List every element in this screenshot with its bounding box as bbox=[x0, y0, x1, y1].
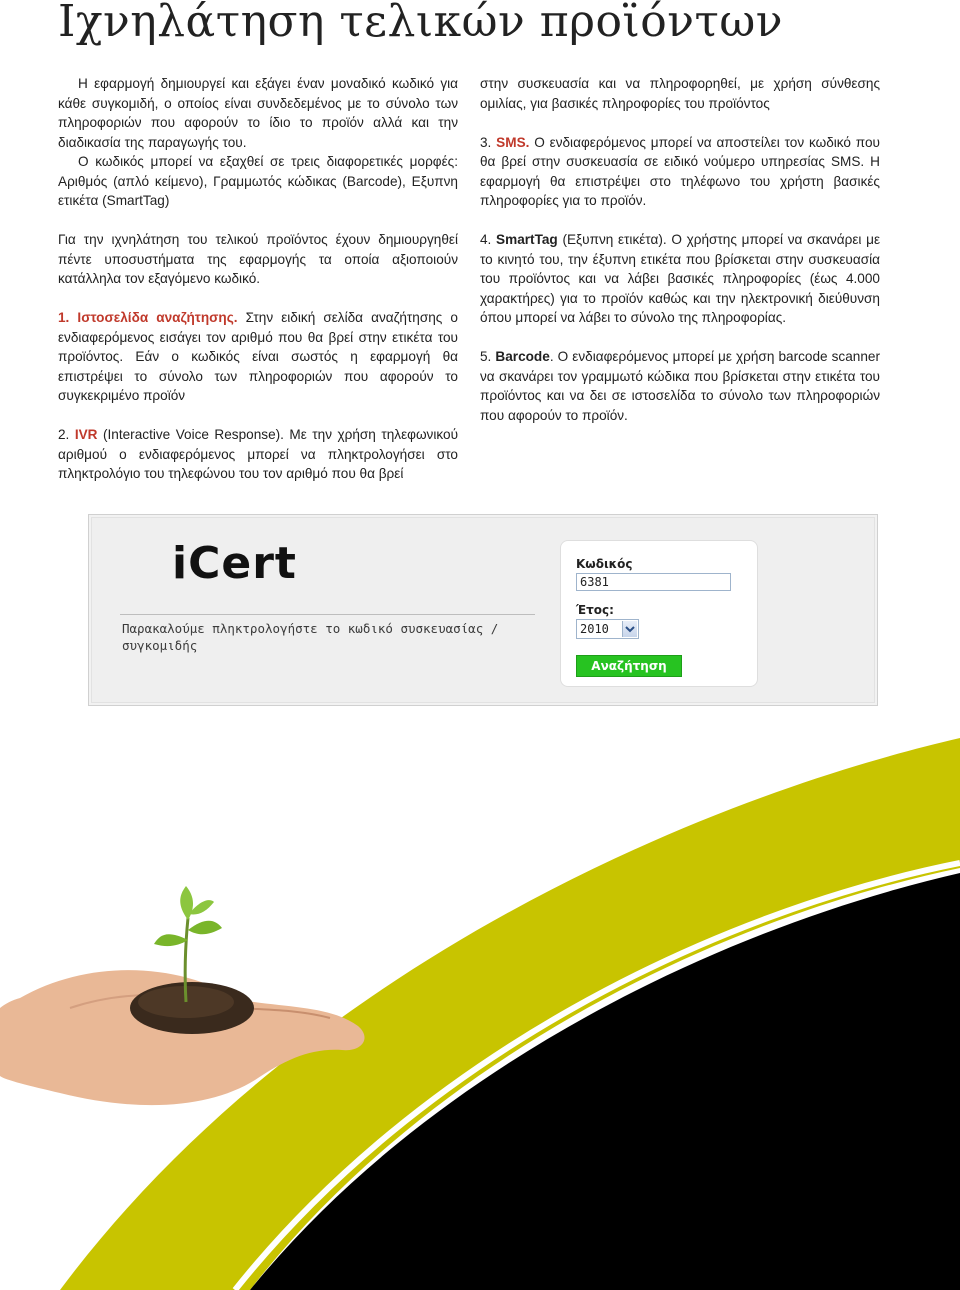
item-5-title: Barcode bbox=[495, 349, 550, 364]
year-label: Έτος: bbox=[576, 603, 614, 617]
formats-paragraph: Ο κωδικός μπορεί να εξαχθεί σε τρεις διαφορετικές μορφές: Αριθμός (απλό κείμενο), Γραμμωτός κώδικας (Barcode), Εξυπνη ετικέτα (SmartTag) bbox=[58, 154, 458, 208]
item-3-num: 3. bbox=[480, 134, 497, 150]
year-select-value: 2010 bbox=[580, 622, 609, 636]
item-4-num: 4. bbox=[480, 232, 497, 247]
item-4-text: (Εξυπνη ετικέτα). Ο χρήστης μπορεί να σκανάρει με το κινητό του, την έξυπνη ετικέτα που βρίσκεται στην συσκευασία του προϊόντος και να λάβει βασικές πληροφορίες (έως 4.000 χαρακτήρες) για το προϊόν καθώς και την ηλεκτρονική διεύθυνση όπου μπορεί να λάβει το σύνολο της πληροφορίας. bbox=[480, 232, 880, 325]
item-1-text: Στην ειδική σελίδα αναζήτησης ο ενδιαφερόμενος εισάγει τον αριθμό που θα βρεί στην ετικέτα του προϊόντος. Εάν ο κωδικός είναι σωστός η εφαρμογή θα επιστρέψει το σύνολο των πληροφοριών που αφορούν το συγκεκριμένο προϊόν bbox=[58, 310, 458, 403]
chevron-down-icon[interactable] bbox=[622, 621, 637, 637]
item-2-continued: στην συσκευασία και να πληροφορηθεί, με χρήση σύνθεσης ομιλίας, για βασικές πληροφορίες του προϊόντος bbox=[480, 76, 880, 111]
page-title: Ιχνηλάτηση τελικών προϊόντων bbox=[58, 0, 783, 47]
subsystems-paragraph: Για την ιχνηλάτηση του τελικού προϊόντος έχουν δημιουργηθεί πέντε υποσυστήματα της εφαρμογής τα οποία αξιοποιούν κατάλληλα τον εξαγόμενο κωδικό. bbox=[58, 232, 458, 286]
year-select[interactable] bbox=[576, 619, 639, 639]
code-label: Κωδικός bbox=[576, 557, 633, 571]
logo-divider bbox=[120, 614, 535, 615]
icert-panel bbox=[91, 517, 875, 703]
icert-logo: iCert bbox=[172, 538, 297, 589]
item-4-title: SmartTag bbox=[496, 232, 558, 247]
item-3-text: Ο ενδιαφερόμενος μπορεί να αποστείλει τον κωδικό που θα βρεί στην συσκευασία σε ειδικό νούμερο υπηρεσίας SMS. Η εφαρμογή θα επιστρέψει στο τηλέφωνο του χρήστη βασικές πληροφορίες για το προϊόν. bbox=[480, 134, 880, 208]
item-2-text: (Interactive Voice Response). Με την χρήση τηλεφωνικού αριθμού ο ενδιαφερόμενος μπορεί να πληκτρολογήσει στο πληκτρολόγιο του τηλεφώνου του τον αριθμό που θα βρεί bbox=[58, 427, 458, 481]
item-2-title: IVR bbox=[74, 427, 98, 442]
search-form bbox=[560, 540, 758, 687]
item-5-num: 5. bbox=[480, 349, 496, 364]
item-2-num: 2. bbox=[58, 427, 75, 442]
item-1 bbox=[58, 308, 458, 406]
item-5-text: . Ο ενδιαφερόμενος μπορεί με χρήση barcode scanner να σκανάρει τον γραμμωτό κώδικα που βρίσκεται στην ετικέτα του προϊόντος και να δει σε ιστοσελίδα το σύνολο των πληροφοριών που αφορούν το προϊόν. bbox=[480, 349, 880, 423]
search-button[interactable]: Αναζήτηση bbox=[576, 655, 682, 677]
item-4 bbox=[480, 230, 880, 328]
icert-screenshot bbox=[88, 514, 878, 706]
intro-paragraph: Η εφαρμογή δημιουργεί και εξάγει έναν μοναδικό κωδικό για κάθε συγκομιδή, ο οποίος είναι συνδεδεμένος με το σύνολο των πληροφοριών που αφορούν το ίδιο το προϊόν αλλά και την διαδικασία της παραγωγής του. bbox=[58, 76, 458, 150]
left-column bbox=[58, 74, 458, 484]
search-instructions: Παρακαλούμε πληκτρολογήστε το κωδικό συσκευασίας / συγκομιδής bbox=[122, 621, 499, 653]
item-3-title: SMS. bbox=[496, 134, 530, 150]
item-3 bbox=[480, 133, 880, 211]
right-column bbox=[480, 74, 880, 425]
code-input[interactable]: 6381 bbox=[576, 573, 731, 591]
item-2 bbox=[58, 425, 458, 484]
item-5 bbox=[480, 347, 880, 425]
decorative-artwork bbox=[0, 708, 960, 1290]
item-1-title: 1. Ιστοσελίδα αναζήτησης. bbox=[58, 310, 238, 325]
